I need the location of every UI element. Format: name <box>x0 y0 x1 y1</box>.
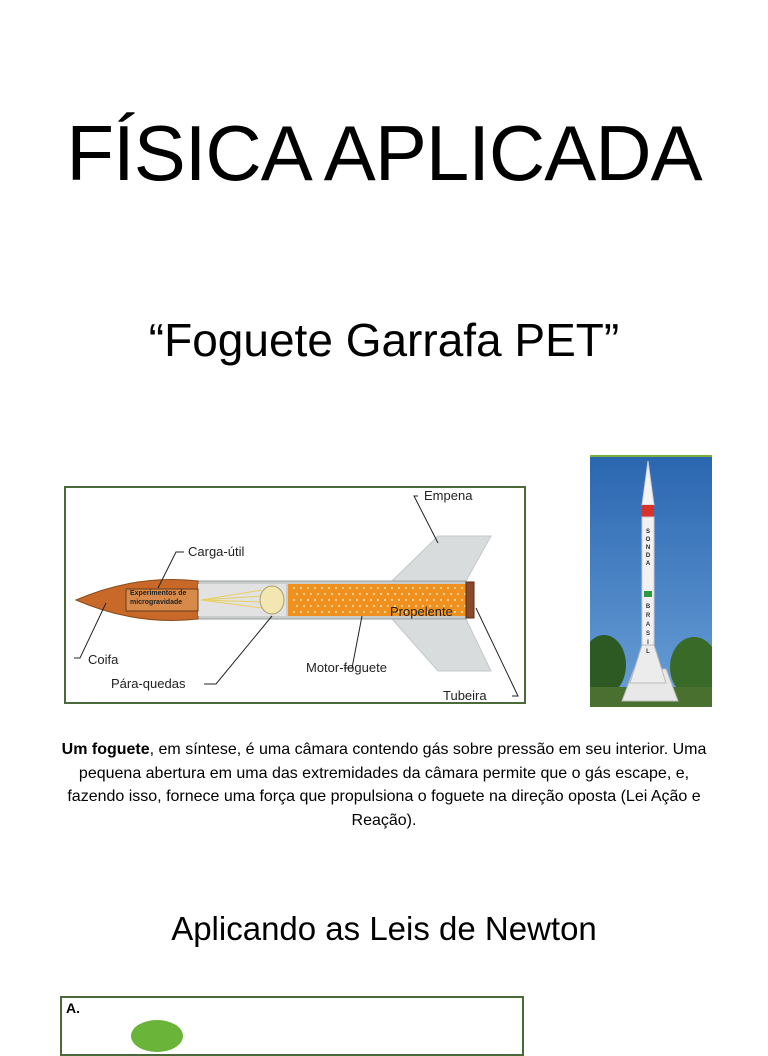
propellant-dot <box>377 611 379 613</box>
propellant-dot <box>359 605 361 607</box>
propellant-dot <box>324 605 326 607</box>
propellant-dot <box>440 587 442 589</box>
propellant-dot <box>412 599 414 601</box>
propellant-dot <box>331 593 333 595</box>
propellant-dot <box>363 587 365 589</box>
propellant-dot <box>328 587 330 589</box>
propellant-dot <box>342 611 344 613</box>
propellant-dot <box>296 593 298 595</box>
propellant-dot <box>401 593 403 595</box>
rocket-letter: I <box>647 640 649 646</box>
propellant-dot <box>461 599 463 601</box>
propellant-dot <box>373 605 375 607</box>
rocket-letter: A <box>645 561 651 567</box>
propellant-dot <box>426 587 428 589</box>
propellant-dot <box>300 599 302 601</box>
propellant-dot <box>370 611 372 613</box>
propellant-dot <box>461 587 463 589</box>
propellant-dot <box>443 593 445 595</box>
propellant-dot <box>457 593 459 595</box>
propellant-dot <box>408 593 410 595</box>
propellant-dot <box>356 611 358 613</box>
propellant-dot <box>366 605 368 607</box>
label-para-quedas: Pára-quedas <box>111 676 186 691</box>
propellant-dot <box>352 605 354 607</box>
label-tubeira: Tubeira <box>443 688 487 703</box>
propellant-dot <box>363 599 365 601</box>
propellant-dot <box>394 593 396 595</box>
propellant-dot <box>345 605 347 607</box>
propellant-dot <box>398 587 400 589</box>
description-bold: Um foguete <box>61 741 150 758</box>
rocket-photo-graphic <box>590 455 712 707</box>
label-propelente: Propelente <box>390 604 453 619</box>
propellant-dot <box>324 593 326 595</box>
propellant-dot <box>387 605 389 607</box>
propellant-dot <box>370 587 372 589</box>
page-title: FÍSICA APLICADA <box>66 109 702 197</box>
label-experimentos-1: Experimentos de <box>130 590 187 597</box>
propellant-dot <box>338 605 340 607</box>
propellant-dot <box>352 593 354 595</box>
propellant-dot <box>296 605 298 607</box>
label-motor-foguete: Motor-foguete <box>306 660 387 675</box>
propellant-dot <box>317 605 319 607</box>
propellant-dot <box>335 599 337 601</box>
rocket-letter: D <box>645 553 651 559</box>
rocket-description <box>60 738 708 832</box>
rocket-letter: S <box>645 529 650 535</box>
propellant-dot <box>303 605 305 607</box>
propellant-dot <box>356 599 358 601</box>
rocket-photo <box>590 455 712 707</box>
propellant-dot <box>447 587 449 589</box>
propellant-dot <box>349 587 351 589</box>
propellant-dot <box>307 587 309 589</box>
propellant-dot <box>391 587 393 589</box>
propellant-dot <box>454 599 456 601</box>
propellant-dot <box>359 593 361 595</box>
propellant-dot <box>422 593 424 595</box>
rocket-letter: L <box>646 649 650 655</box>
propellant-dot <box>300 611 302 613</box>
fin-top <box>392 536 491 581</box>
propellant-dot <box>321 599 323 601</box>
label-coifa: Coifa <box>88 652 119 667</box>
rocket-letter: O <box>645 537 651 543</box>
propellant-dot <box>356 587 358 589</box>
propellant-dot <box>380 605 382 607</box>
propellant-dot <box>454 587 456 589</box>
propellant-dot <box>419 587 421 589</box>
rocket-diagram <box>64 486 526 704</box>
propellant-dot <box>461 611 463 613</box>
rocket-letter: A <box>645 622 651 628</box>
propellant-dot <box>391 599 393 601</box>
propellant-dot <box>314 587 316 589</box>
propellant-dot <box>384 611 386 613</box>
figure-a-label: A. <box>66 1000 80 1016</box>
propellant-dot <box>331 605 333 607</box>
propellant-dot <box>447 599 449 601</box>
propellant-dot <box>303 593 305 595</box>
propellant-dot <box>419 599 421 601</box>
rocket-band <box>642 505 654 517</box>
description-text: , em síntese, é uma câmara contendo gás sobre pressão em seu interior. Uma pequena abertura em uma das extremidades da câmara permite que o gás escape, e, fazendo isso, fornece uma força que propulsiona o foguete na direção oposta (Lei Ação e Reação). <box>67 741 707 829</box>
leader-empena <box>414 496 438 543</box>
label-empena: Empena <box>424 488 473 503</box>
photo-top-border <box>590 455 712 457</box>
propellant-dot <box>314 611 316 613</box>
leader-coifa <box>74 603 106 658</box>
rocket-flag <box>644 591 652 597</box>
propellant-dot <box>349 599 351 601</box>
propellant-dot <box>384 587 386 589</box>
nozzle <box>466 582 474 618</box>
propellant-dot <box>380 593 382 595</box>
propellant-dot <box>387 593 389 595</box>
propellant-dot <box>321 587 323 589</box>
propellant-dot <box>335 611 337 613</box>
propellant-dot <box>342 599 344 601</box>
propellant-dot <box>384 599 386 601</box>
propellant-dot <box>450 593 452 595</box>
propellant-dot <box>415 593 417 595</box>
fin-bottom <box>392 619 491 671</box>
propellant-dot <box>429 593 431 595</box>
propellant-dot <box>440 599 442 601</box>
propellant-dot <box>342 587 344 589</box>
propellant-dot <box>307 599 309 601</box>
page-subtitle: “Foguete Garrafa PET” <box>148 314 620 366</box>
propellant-dot <box>405 599 407 601</box>
rocket-text-brasil <box>643 603 653 657</box>
propellant-dot <box>310 593 312 595</box>
section-heading: Aplicando as Leis de Newton <box>171 910 597 947</box>
propellant-dot <box>345 593 347 595</box>
propellant-dot <box>366 593 368 595</box>
propellant-dot <box>377 587 379 589</box>
propellant-dot <box>300 587 302 589</box>
figure-a <box>60 996 524 1056</box>
propellant-dot <box>426 599 428 601</box>
propellant-dot <box>457 605 459 607</box>
propellant-dot <box>349 611 351 613</box>
propellant-dot <box>307 611 309 613</box>
propellant-dot <box>377 599 379 601</box>
label-carga-util: Carga-útil <box>188 544 245 559</box>
propellant-dot <box>373 593 375 595</box>
propellant-dot <box>405 587 407 589</box>
propellant-dot <box>412 587 414 589</box>
rocket-letter: B <box>645 604 651 610</box>
label-experimentos-2: microgravidade <box>130 599 183 606</box>
propellant-dot <box>338 593 340 595</box>
propellant-dot <box>363 611 365 613</box>
figure-a-graphic <box>62 998 524 1056</box>
parachute <box>260 586 284 614</box>
propellant-dot <box>321 611 323 613</box>
propellant-dot <box>293 587 295 589</box>
propellant-dot <box>328 599 330 601</box>
propellant-dot <box>328 611 330 613</box>
propellant-dot <box>454 611 456 613</box>
propellant-dot <box>433 599 435 601</box>
propellant-dot <box>314 599 316 601</box>
figure-a-green-shape <box>131 1020 183 1052</box>
rocket-letter: N <box>645 545 651 551</box>
leader-paraquedas <box>204 616 272 684</box>
propellant-dot <box>335 587 337 589</box>
propellant-dot <box>293 611 295 613</box>
propellant-dot <box>317 593 319 595</box>
propellant-dot <box>433 587 435 589</box>
rocket-text-sonda <box>643 528 653 568</box>
rocket-letter: R <box>645 613 651 619</box>
propellant-dot <box>293 599 295 601</box>
propellant-dot <box>370 599 372 601</box>
propellant-dot <box>310 605 312 607</box>
propellant-dot <box>436 593 438 595</box>
propellant-dot <box>398 599 400 601</box>
rocket-letter: S <box>645 631 650 637</box>
